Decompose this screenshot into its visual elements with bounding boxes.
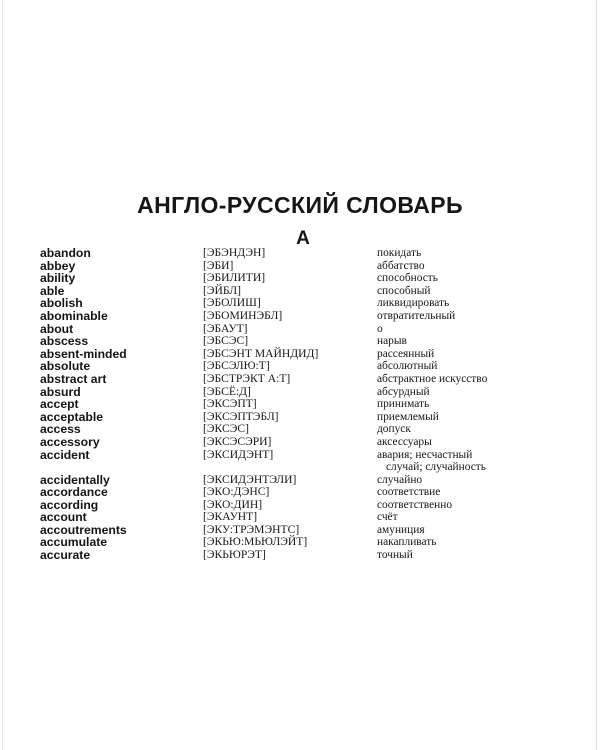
entry-pronunciation: [ЭБСТРЭКТ А:Т] [203,371,291,385]
entry-translation: случайно [377,473,423,486]
entry-translation: способность [377,272,438,285]
entry-pronunciation: [ЭКЬЮРЭТ] [203,548,266,562]
entry-translation: амуниция [377,523,425,536]
entry-word: acceptable [40,409,104,424]
entry-translation: о [377,322,383,335]
dictionary-entries [0,247,600,562]
entry-word: absent-minded [40,346,127,361]
dictionary-entry [0,272,600,285]
entry-word: absurd [40,384,81,399]
dictionary-entry [0,549,600,562]
entry-word: accidentally [40,472,110,487]
entry-translation: способный [377,284,431,297]
entry-pronunciation: [ЭКАУНТ] [203,510,258,524]
dictionary-entry [0,436,600,449]
entry-word: accoutrements [40,522,127,537]
entry-pronunciation: [ЭКЬЮ:МЬЮЛЭЙТ] [203,535,308,549]
entry-pronunciation: [ЭКУ:ТРЭМЭНТС] [203,522,300,536]
entry-translation: рассеянный [377,347,435,360]
entry-word: accurate [40,548,91,563]
entry-translation: аксессуары [377,435,432,448]
section-letter: А [296,228,310,249]
dictionary-entry [0,260,600,273]
dictionary-entry [0,323,600,336]
entry-translation-line-1: авария; несчастный [377,448,473,461]
entry-word: abscess [40,334,89,349]
entry-pronunciation: [ЭКСИДЭНТЭЛИ] [203,472,297,486]
dictionary-entry [0,411,600,424]
entry-pronunciation: [ЭКСЭС] [203,422,249,436]
dictionary-entry [0,449,600,474]
dictionary-entry [0,511,600,524]
dictionary-entry [0,398,600,411]
entry-translation: покидать [377,247,422,259]
entry-word: able [40,283,65,298]
entry-word: according [40,497,99,512]
entry-translation: отвратительный [377,309,456,322]
entry-translation: накапливать [377,536,437,549]
entry-translation-line-2: случай; случайность [386,460,486,473]
entry-pronunciation: [ЭКО:ДИН] [203,497,263,511]
entry-pronunciation: [ЭЙБЛ] [203,283,241,297]
entry-pronunciation: [ЭКСЭСЭРИ] [203,434,272,448]
entry-pronunciation: [ЭБИЛИТИ] [203,271,266,285]
dictionary-entry [0,335,600,348]
entry-translation: ликвидировать [377,297,450,310]
dictionary-entry [0,373,600,386]
entry-translation: точный [377,549,413,562]
entry-word: account [40,510,87,525]
entry-pronunciation: [ЭБИ] [203,258,234,272]
entry-word: absolute [40,359,91,374]
dictionary-entry [0,348,600,361]
entry-word: access [40,422,81,437]
entry-word: ability [40,271,76,286]
entry-pronunciation: [ЭБОЛИШ] [203,296,261,310]
entry-translation: принимать [377,398,430,411]
entry-word: abstract art [40,371,107,386]
entry-word: accessory [40,434,100,449]
entry-pronunciation: [ЭКО:ДЭНС] [203,485,270,499]
entry-pronunciation: [ЭКСИДЭНТ] [203,447,274,461]
entry-translation: счёт [377,511,398,524]
dictionary-entry [0,486,600,499]
entry-word: accordance [40,485,108,500]
entry-word: accumulate [40,535,108,550]
entry-pronunciation: [ЭКСЭПТЭБЛ] [203,409,279,423]
dictionary-entry [0,386,600,399]
entry-translation: абсолютный [377,360,438,373]
entry-word: accident [40,447,90,462]
entry-translation: соответственно [377,498,453,511]
dictionary-entry [0,247,600,260]
entry-pronunciation: [ЭБСЭНТ МАЙНДИД] [203,346,319,360]
page-title: АНГЛО-РУССКИЙ СЛОВАРЬ [137,192,463,218]
entry-translation: приемлемый [377,410,439,423]
entry-pronunciation: [ЭБАУТ] [203,321,248,335]
entry-pronunciation: [ЭБСЭЛЮ:Т] [203,359,270,373]
entry-pronunciation: [ЭБОМИНЭБЛ] [203,308,283,322]
entry-translation: нарыв [377,335,407,348]
entry-pronunciation: [ЭКСЭПТ] [203,397,257,411]
entry-translation: соответствие [377,486,441,499]
entry-word: abominable [40,308,108,323]
dictionary-entry [0,499,600,512]
entry-translation [377,449,486,474]
entry-word: abandon [40,246,91,260]
entry-pronunciation: [ЭБЭНДЭН] [203,246,266,259]
dictionary-entry [0,536,600,549]
entry-pronunciation: [ЭБСЭС] [203,334,249,348]
entry-word: accept [40,397,79,412]
entry-translation: аббатство [377,259,425,272]
entry-pronunciation: [ЭБСЁ:Д] [203,384,251,398]
dictionary-entry [0,310,600,323]
entry-translation: абсурдный [377,385,430,398]
entry-translation: абстрактное искусство [377,372,488,385]
dictionary-entry [0,285,600,298]
entry-word: abbey [40,258,76,273]
entry-translation: допуск [377,423,411,436]
entry-word: about [40,321,74,336]
entry-word: abolish [40,296,83,311]
